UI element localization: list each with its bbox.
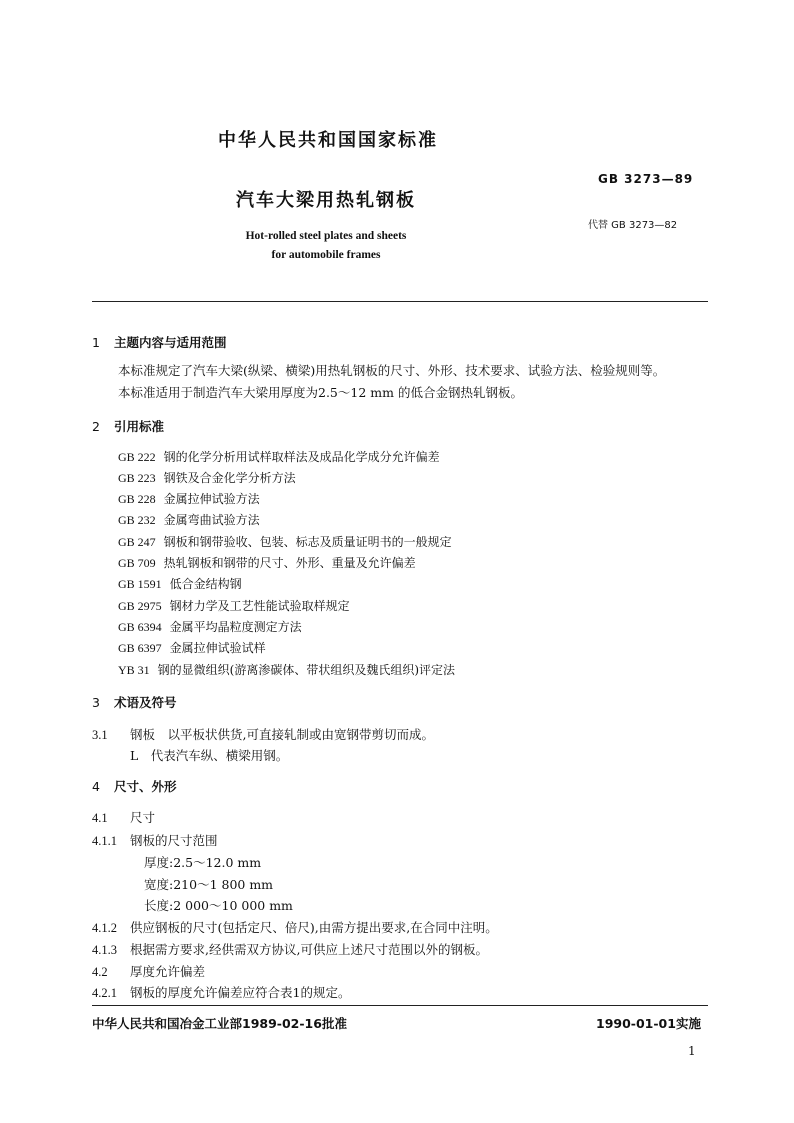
replaces-standard: 代替 GB 3273—82: [588, 220, 678, 231]
standard-number: GB 3273—89: [598, 172, 694, 186]
section-1-paragraph-2: 本标准适用于制造汽车大梁用厚度为2.5～12 mm 的低合金钢热轧钢板。: [118, 385, 523, 400]
section-4-heading: 4 尺寸、外形: [92, 779, 177, 794]
section-1-heading: 1 主题内容与适用范围: [92, 335, 227, 350]
english-title-line2: for automobile frames: [271, 249, 381, 261]
main-title: 中华人民共和国国家标准: [218, 130, 438, 151]
section-3-heading: 3 术语及符号: [92, 695, 177, 710]
clause-4-1-1: 4.1.1 钢板的尺寸范围: [92, 833, 218, 848]
reference-item: GB 709 热轧钢板和钢带的尺寸、外形、重量及允许偏差: [118, 556, 416, 570]
thickness-range: 厚度:2.5～12.0 mm: [144, 855, 262, 870]
clause-4-1-2: 4.1.2 供应钢板的尺寸(包括定尺、倍尺),由需方提出要求,在合同中注明。: [92, 920, 498, 935]
reference-item: GB 222 钢的化学分析用试样取样法及成品化学成分允许偏差: [118, 450, 440, 464]
section-1-paragraph-1: 本标准规定了汽车大梁(纵梁、横梁)用热轧钢板的尺寸、外形、技术要求、试验方法、检验规则等。: [118, 363, 666, 378]
implementation-date: 1990-01-01实施: [596, 1016, 701, 1031]
reference-item: GB 2975 钢材力学及工艺性能试验取样规定: [118, 599, 350, 613]
reference-item: GB 247 钢板和钢带验收、包装、标志及质量证明书的一般规定: [118, 535, 452, 549]
width-range: 宽度:210～1 800 mm: [144, 877, 274, 892]
header-divider: [92, 301, 708, 302]
page-number: 1: [688, 1044, 696, 1058]
clause-3-1: 3.1 钢板 以平板状供货,可直接轧制或由宽钢带剪切而成。: [92, 727, 434, 742]
document-title: 汽车大梁用热轧钢板: [236, 190, 416, 211]
reference-item: GB 232 金属弯曲试验方法: [118, 513, 260, 527]
reference-item: GB 6397 金属拉伸试验试样: [118, 641, 266, 655]
english-title-line1: Hot-rolled steel plates and sheets: [245, 230, 407, 242]
clause-4-2: 4.2 厚度允许偏差: [92, 964, 206, 979]
reference-item: GB 228 金属拉伸试验方法: [118, 492, 260, 506]
approval-statement: 中华人民共和国冶金工业部1989-02-16批准: [92, 1016, 347, 1031]
clause-4-2-1: 4.2.1 钢板的厚度允许偏差应符合表1的规定。: [92, 985, 351, 1000]
reference-item: GB 223 钢铁及合金化学分析方法: [118, 471, 296, 485]
reference-item: GB 1591 低合金结构钢: [118, 577, 242, 591]
reference-item: YB 31 钢的显微组织(游离渗碳体、带状组织及魏氏组织)评定法: [118, 663, 456, 677]
footer-divider: [92, 1005, 708, 1006]
clause-4-1-3: 4.1.3 根据需方要求,经供需双方协议,可供应上述尺寸范围以外的钢板。: [92, 942, 488, 957]
length-range: 长度:2 000～10 000 mm: [144, 898, 293, 913]
reference-item: GB 6394 金属平均晶粒度测定方法: [118, 620, 302, 634]
section-2-heading: 2 引用标准: [92, 419, 165, 434]
clause-4-1: 4.1 尺寸: [92, 810, 156, 825]
clause-3-1-symbol: L 代表汽车纵、横梁用钢。: [130, 748, 289, 763]
